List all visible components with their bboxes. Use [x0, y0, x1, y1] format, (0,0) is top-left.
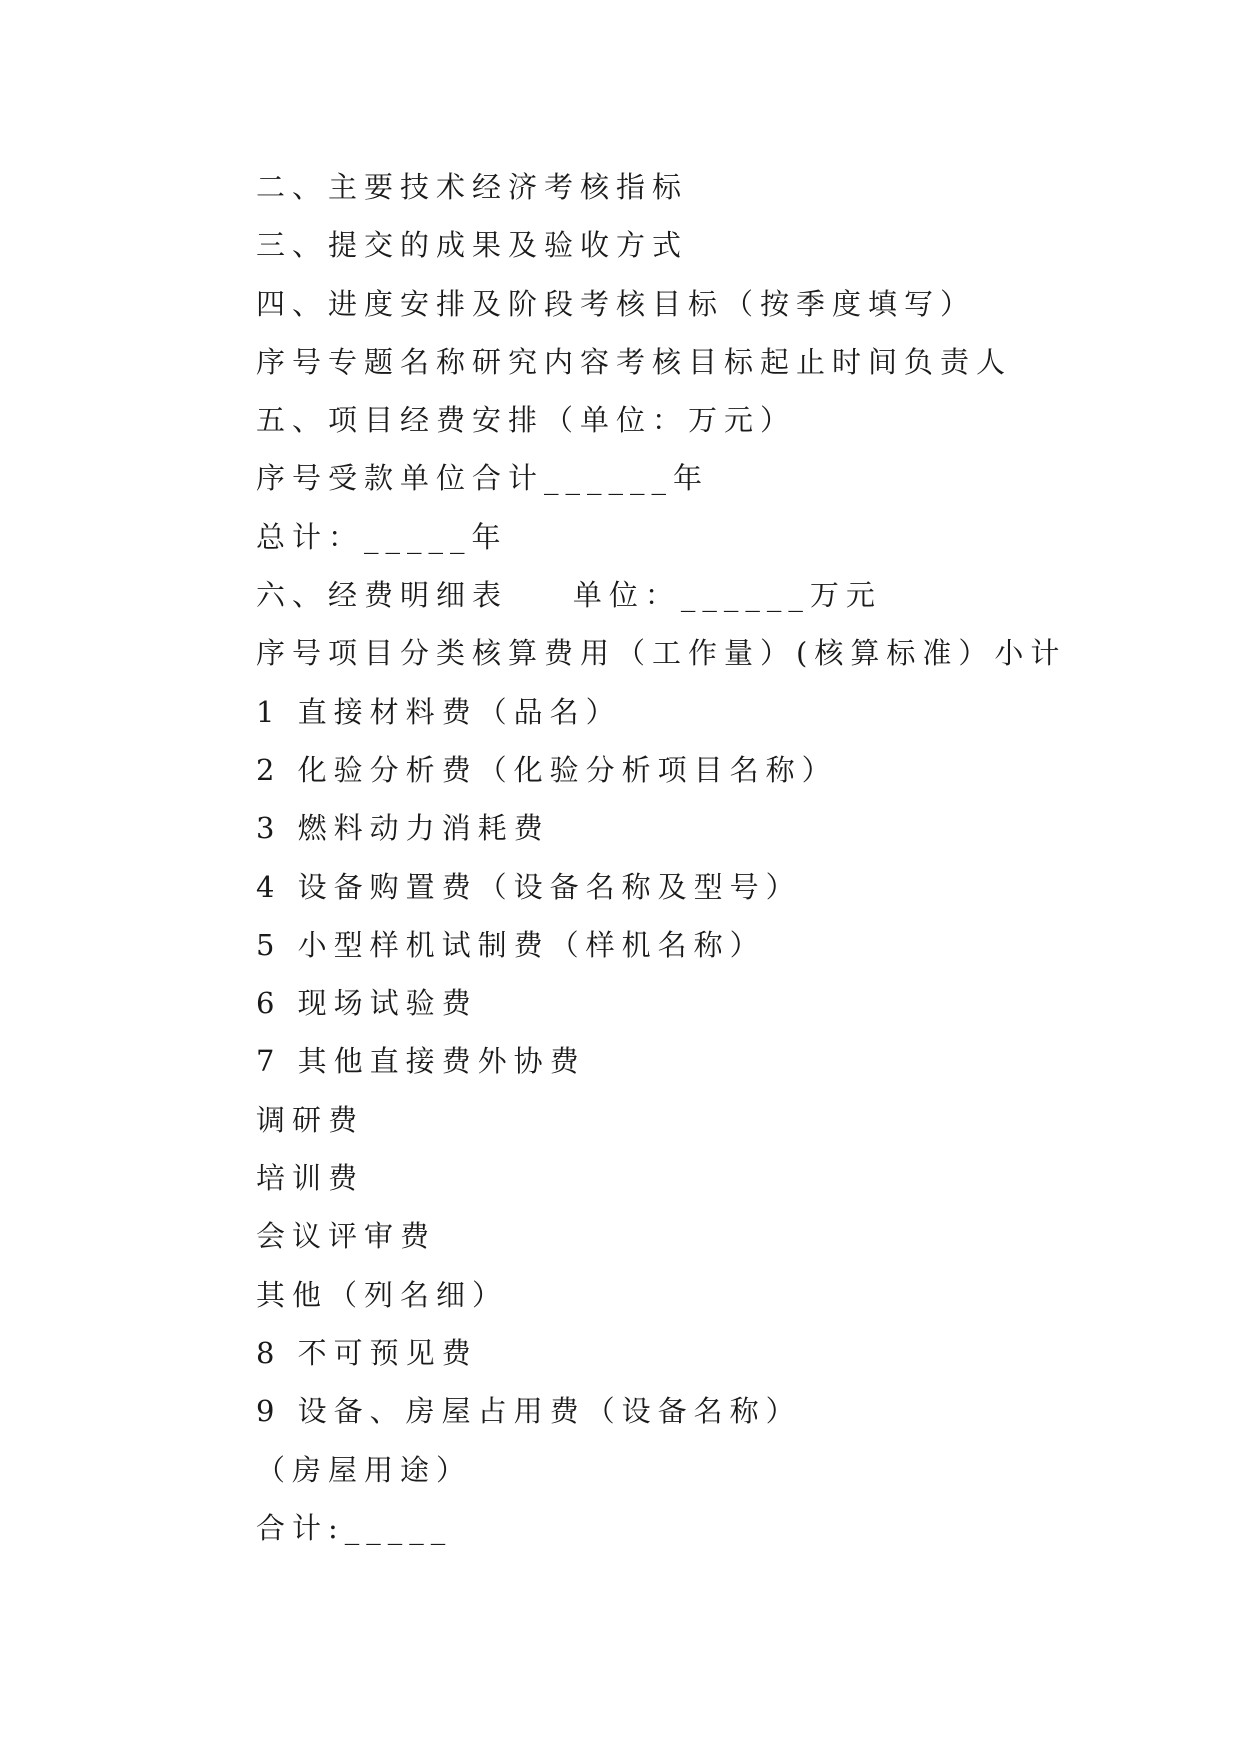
budget-table-header: 序号受款单位合计______年: [256, 461, 710, 496]
heading-expense-detail: 六、经费明细表 单位：______万元: [256, 578, 882, 613]
expense-item-prototype: 5 小型样机试制费（样机名称）: [256, 927, 766, 962]
expense-item-fuel: 3 燃料动力消耗费: [256, 811, 550, 846]
schedule-table-header: 序号专题名称研究内容考核目标起止时间负责人: [256, 344, 1013, 379]
document-body: [256, 158, 1156, 1557]
expense-item-room-usage: （房屋用途）: [256, 1452, 473, 1487]
heading-schedule: 四、进度安排及阶段考核目标（按季度填写）: [256, 286, 977, 321]
heading-deliverables: 三、提交的成果及验收方式: [256, 228, 689, 263]
expense-table-header: 序号项目分类核算费用（工作量）(核算标准）小计: [256, 636, 1067, 671]
budget-total: 总计：_____年: [256, 519, 508, 554]
expense-item-field-test: 6 现场试验费: [256, 986, 478, 1021]
expense-item-other-direct: 7 其他直接费外协费: [256, 1044, 586, 1079]
heading-budget: 五、项目经费安排（单位：万元）: [256, 403, 797, 438]
expense-item-other: 其他（列名细）: [256, 1277, 509, 1312]
expense-item-materials: 1 直接材料费（品名）: [256, 694, 622, 729]
heading-tech-indicators: 二、主要技术经济考核指标: [256, 170, 689, 204]
expense-item-research: 调研费: [256, 1102, 365, 1137]
expense-item-equipment: 4 设备购置费（设备名称及型号）: [256, 869, 802, 904]
expense-item-training: 培训费: [256, 1161, 365, 1196]
expense-item-contingency: 8 不可预见费: [256, 1335, 478, 1370]
expense-item-analysis: 2 化验分析费（化验分析项目名称）: [256, 752, 838, 787]
expense-item-occupancy: 9 设备、房屋占用费（设备名称）: [256, 1394, 802, 1429]
expense-grand-total: 合计:_____: [256, 1510, 453, 1545]
expense-item-meeting: 会议评审费: [256, 1219, 437, 1254]
